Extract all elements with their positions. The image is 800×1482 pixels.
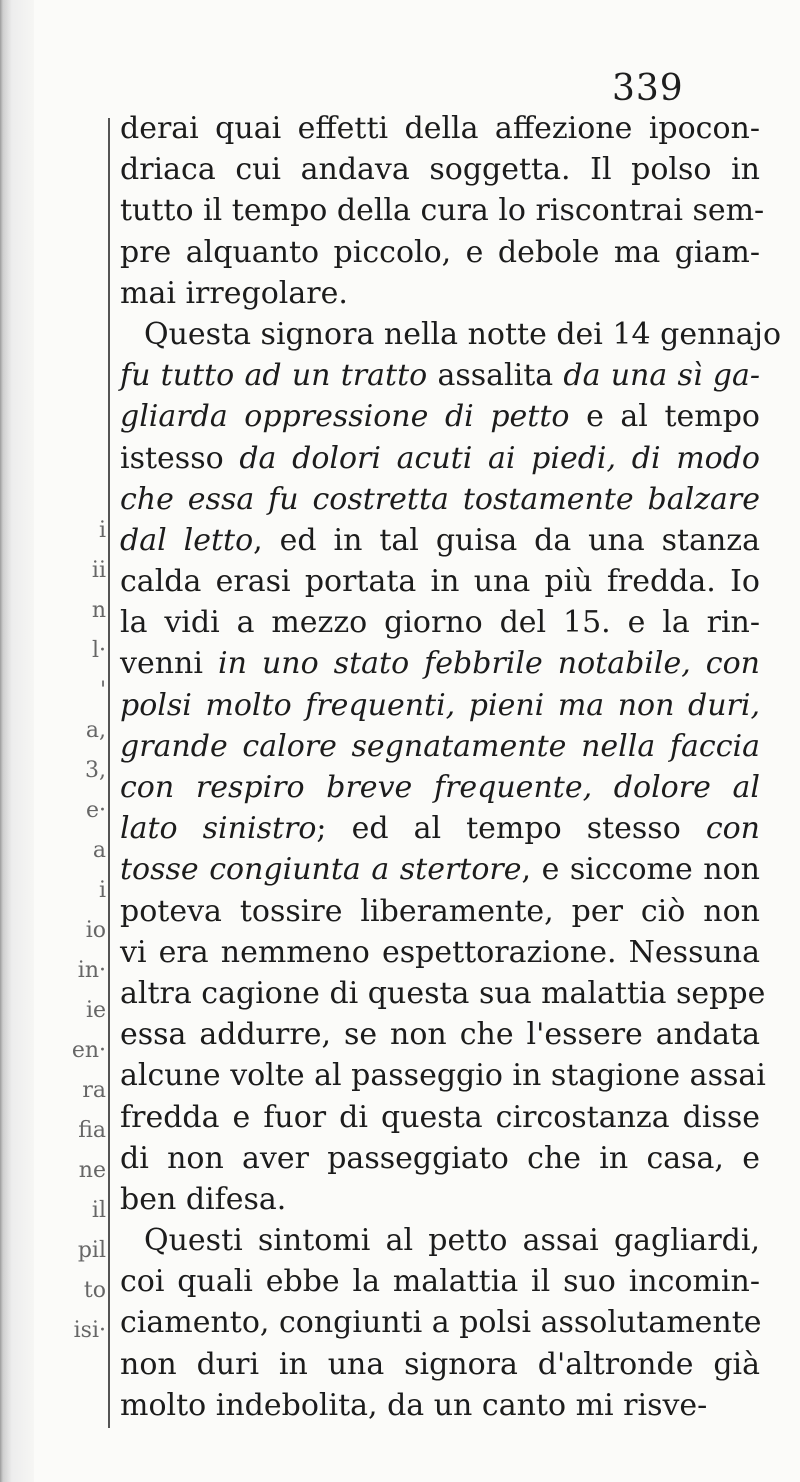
margin-bleed-fragment: a	[92, 838, 106, 863]
text-line	[120, 1014, 760, 1055]
text-run: ; ed al tempo stesso	[316, 811, 706, 847]
text-run: ben difesa.	[120, 1181, 287, 1217]
text-line	[120, 520, 760, 561]
margin-bleed-fragment: ra	[82, 1078, 106, 1103]
italic-run: in uno stato febbrile notabile, con	[217, 646, 760, 682]
italic-run: dal letto	[120, 522, 254, 558]
text-line	[120, 314, 782, 355]
text-line	[120, 849, 760, 890]
text-line	[120, 273, 760, 314]
binding-edge	[0, 0, 34, 1482]
text-line	[120, 1097, 760, 1138]
text-line	[120, 396, 760, 437]
text-line	[120, 1220, 760, 1261]
italic-run: con	[705, 811, 760, 847]
margin-bleed-fragment: ie	[85, 998, 106, 1023]
italic-run: grande calore segnatamente nella faccia	[120, 728, 760, 764]
text-line	[120, 190, 765, 231]
text-line	[120, 232, 760, 273]
text-run: mai irregolare.	[120, 275, 348, 311]
margin-bleed-fragment: il	[91, 1198, 106, 1223]
text-run: calda erasi portata in una più fredda. Io	[120, 564, 760, 600]
margin-bleed-fragment: 3,	[85, 758, 106, 783]
text-line	[120, 1138, 760, 1179]
text-run: la vidi a mezzo giorno del 15. e la rin-	[120, 605, 760, 641]
margin-bleed-fragment: pil	[77, 1238, 106, 1263]
text-run: Questi sintomi al petto assai gagliardi,	[144, 1223, 760, 1259]
margin-bleed-fragment: ii	[91, 558, 106, 583]
margin-bleed-fragment: a,	[85, 718, 106, 743]
text-line	[120, 355, 760, 396]
margin-bleed-fragment: to	[83, 1278, 106, 1303]
italic-run: fu tutto ad un tratto	[120, 358, 428, 394]
text-run: derai quai effetti della affezione ipocon-	[120, 111, 760, 146]
text-line	[120, 108, 760, 149]
italic-run: con respiro breve frequente, dolore al	[120, 770, 760, 805]
margin-bleed-fragment: n	[91, 598, 106, 623]
margin-bleed-fragment: i	[98, 518, 106, 543]
text-run: altra cagione di questa sua malattia seppe	[120, 975, 766, 1011]
text-run: , e siccome non	[521, 852, 760, 888]
margin-bleed-fragment: in·	[77, 958, 106, 983]
italic-run: tosse congiunta a stertore	[120, 852, 522, 888]
text-run: non duri in una signora d'altronde già	[120, 1346, 760, 1382]
margin-bleed-fragment: io	[85, 918, 106, 943]
text-line	[120, 891, 760, 932]
text-run: vi era nemmeno espettorazione. Nessuna	[120, 934, 760, 970]
text-line	[120, 973, 766, 1014]
italic-run: gliarda oppressione di petto	[120, 399, 570, 435]
text-line	[120, 1302, 760, 1343]
margin-bleed-fragment: i	[98, 878, 106, 903]
text-line	[120, 1055, 766, 1096]
margin-bleed-fragment: e·	[85, 798, 106, 823]
margin-bleed-fragment: isi·	[73, 1318, 106, 1343]
text-run: coi quali ebbe la malattia il suo incomin-	[120, 1264, 760, 1300]
text-line	[120, 561, 760, 602]
text-line	[120, 685, 760, 726]
italic-run: da dolori acuti ai piedi, di modo	[239, 440, 760, 476]
text-run: tutto il tempo della cura lo riscontrai sem-	[120, 193, 765, 229]
italic-run: da una sì ga-	[563, 358, 760, 394]
gutter-line	[108, 118, 110, 1428]
text-line	[120, 808, 760, 849]
text-line	[120, 643, 760, 684]
text-line	[120, 767, 760, 808]
italic-run: lato sinistro	[120, 811, 317, 847]
text-run: driaca cui andava soggetta. Il polso in	[120, 152, 760, 188]
text-run: molto indebolita, da un canto mi risve-	[120, 1387, 708, 1423]
text-run: poteva tossire liberamente, per ciò non	[120, 893, 760, 929]
text-run: assalita	[427, 358, 564, 394]
margin-bleed-fragment: '	[99, 678, 106, 703]
text-run: ciamento, congiunti a polsi assolutamente	[120, 1305, 762, 1341]
text-line	[120, 1261, 760, 1302]
italic-run: polsi molto frequenti, pieni ma non duri,	[120, 687, 760, 723]
text-run: e al tempo	[569, 399, 760, 435]
margin-bleed-fragment: l·	[91, 638, 106, 663]
text-run: Questa signora nella notte dei 14 gennajo	[144, 316, 782, 352]
text-line	[120, 438, 760, 479]
page-number: 339	[612, 68, 684, 109]
text-run: di non aver passeggiato che in casa, e	[120, 1140, 760, 1176]
text-run: alcune volte al passeggio in stagione assai	[120, 1058, 766, 1094]
text-line	[120, 1344, 760, 1385]
italic-run: che essa fu costretta tostamente balzare	[120, 481, 760, 517]
text-line	[120, 149, 760, 190]
text-line	[120, 726, 760, 767]
text-line	[120, 932, 760, 973]
margin-bleed-fragment: ne	[78, 1158, 106, 1183]
text-line	[120, 479, 760, 520]
text-run: istesso	[120, 440, 240, 476]
body-text	[120, 108, 782, 1426]
text-run: venni	[120, 646, 218, 682]
text-line	[120, 1385, 760, 1426]
text-run: fredda e fuor di questa circostanza disse	[120, 1099, 760, 1135]
margin-bleed-fragment: fia	[78, 1118, 106, 1143]
text-run: pre alquanto piccolo, e debole ma giam-	[120, 234, 760, 270]
text-line	[120, 1179, 760, 1220]
text-line	[120, 602, 760, 643]
text-run: , ed in tal guisa da una stanza	[253, 522, 760, 558]
margin-bleed-fragment: en·	[71, 1038, 106, 1063]
text-run: essa addurre, se non che l'essere andata	[120, 1017, 760, 1053]
